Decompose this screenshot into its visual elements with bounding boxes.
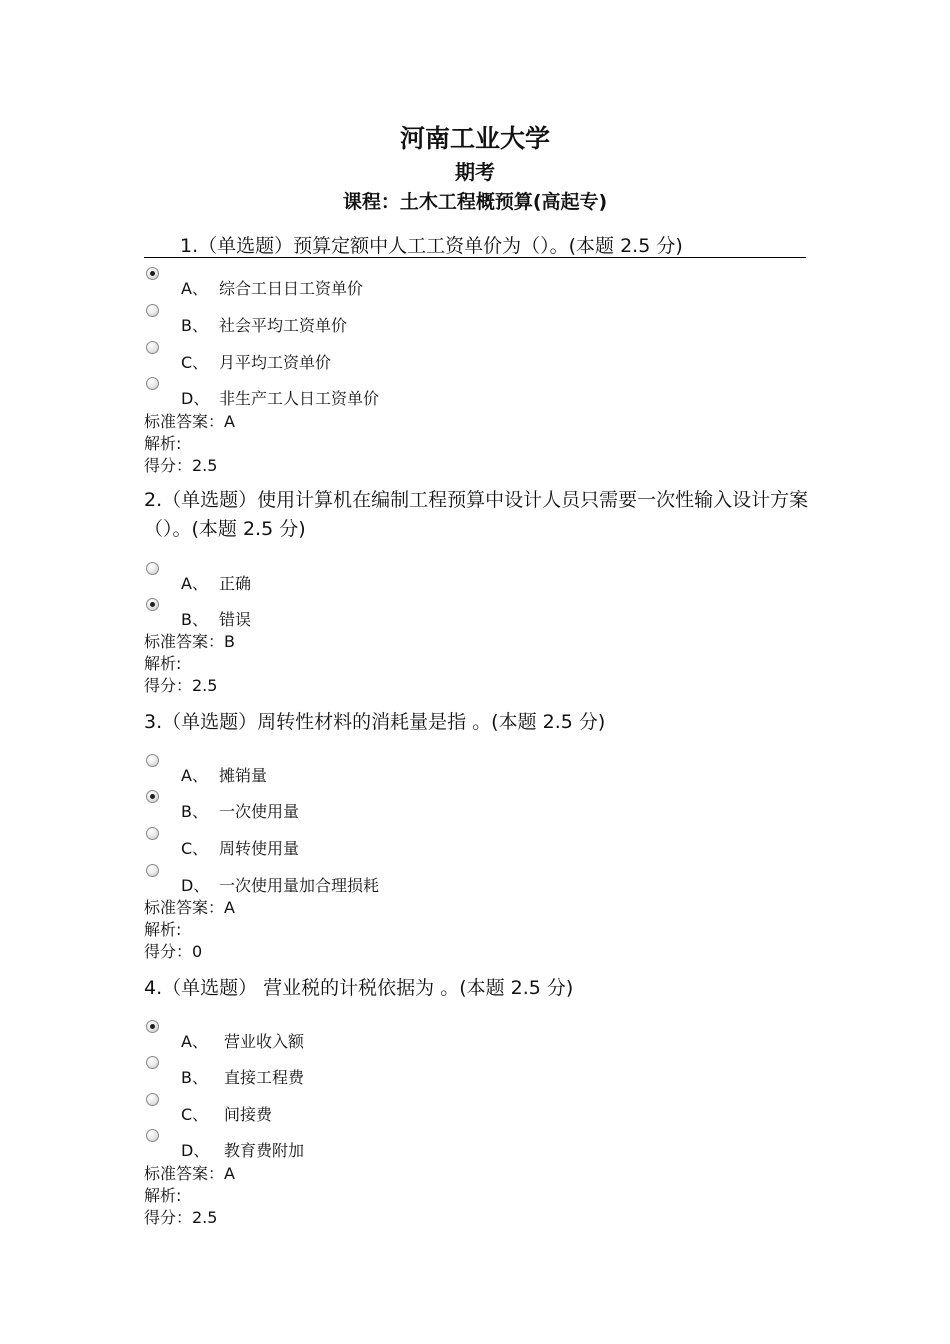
option-q3-c[interactable]	[181, 836, 299, 859]
option-letter: C、	[181, 1105, 209, 1124]
question-4-text: 4.（单选题） 营业税的计税依据为 。(本题 2.5 分)	[144, 977, 574, 999]
option-q1-b[interactable]	[181, 313, 347, 336]
option-text: 间接费	[224, 1105, 273, 1124]
radio-q1-d[interactable]	[146, 377, 159, 390]
option-q4-c[interactable]	[181, 1102, 272, 1125]
option-letter: A、	[181, 279, 208, 298]
standard-answer-q4: 标准答案：A	[144, 1164, 235, 1183]
option-text: 月平均工资单价	[219, 353, 332, 372]
course-title: 课程：土木工程概预算(高起专)	[342, 191, 608, 213]
option-letter: A、	[181, 1032, 208, 1051]
option-q3-b[interactable]	[181, 799, 299, 822]
option-letter: B、	[181, 1068, 208, 1087]
option-letter: A、	[181, 574, 208, 593]
question-1-text: 1.（单选题）预算定额中人工工资单价为（）。(本题 2.5 分)	[144, 231, 806, 258]
option-letter: D、	[181, 389, 210, 408]
option-q2-a[interactable]	[181, 571, 251, 594]
radio-q1-b[interactable]	[146, 304, 159, 317]
option-text: 教育费附加	[224, 1141, 305, 1160]
option-text: 直接工程费	[224, 1068, 305, 1087]
option-text: 一次使用量加合理损耗	[219, 876, 380, 895]
option-text: 一次使用量	[219, 802, 300, 821]
radio-q2-a[interactable]	[146, 562, 159, 575]
standard-answer-q2: 标准答案：B	[144, 632, 235, 651]
radio-q4-d[interactable]	[146, 1129, 159, 1142]
radio-q3-c[interactable]	[146, 827, 159, 840]
analysis-q3: 解析:	[144, 920, 182, 939]
option-letter: B、	[181, 802, 208, 821]
option-letter: B、	[181, 610, 208, 629]
option-text: 营业收入额	[224, 1032, 305, 1051]
option-letter: C、	[181, 353, 209, 372]
standard-answer-q3: 标准答案：A	[144, 898, 235, 917]
radio-q3-d[interactable]	[146, 864, 159, 877]
radio-q3-b[interactable]	[146, 790, 159, 803]
analysis-q1: 解析:	[144, 434, 182, 453]
radio-q1-c[interactable]	[146, 341, 159, 354]
option-q2-b[interactable]	[181, 607, 251, 630]
analysis-q4: 解析:	[144, 1186, 182, 1205]
option-text: 摊销量	[219, 766, 268, 785]
radio-q1-a[interactable]	[146, 267, 159, 280]
exam-title: 期考	[455, 160, 495, 184]
option-text: 错误	[219, 610, 252, 629]
option-text: 社会平均工资单价	[219, 316, 348, 335]
radio-q4-a[interactable]	[146, 1020, 159, 1033]
radio-q4-c[interactable]	[146, 1093, 159, 1106]
radio-q2-b[interactable]	[146, 598, 159, 611]
option-letter: D、	[181, 1141, 210, 1160]
score-q3: 得分：0	[144, 942, 203, 961]
option-q1-d[interactable]	[181, 386, 379, 409]
score-q4: 得分：2.5	[144, 1208, 218, 1227]
option-letter: B、	[181, 316, 208, 335]
option-text: 周转使用量	[219, 839, 300, 858]
option-letter: A、	[181, 766, 208, 785]
option-text: 正确	[219, 574, 252, 593]
option-q1-c[interactable]	[181, 350, 331, 373]
option-q4-b[interactable]	[181, 1065, 304, 1088]
score-q2: 得分：2.5	[144, 676, 218, 695]
option-letter: D、	[181, 876, 210, 895]
standard-answer-q1: 标准答案：A	[144, 412, 235, 431]
option-letter: C、	[181, 839, 209, 858]
option-q4-a[interactable]	[181, 1029, 304, 1052]
radio-q3-a[interactable]	[146, 754, 159, 767]
option-q1-a[interactable]	[181, 276, 363, 299]
question-3-text: 3.（单选题）周转性材料的消耗量是指 。(本题 2.5 分)	[144, 711, 606, 733]
radio-q4-b[interactable]	[146, 1056, 159, 1069]
option-q3-d[interactable]	[181, 873, 379, 896]
option-q3-a[interactable]	[181, 763, 267, 786]
question-2-text: 2.（单选题）使用计算机在编制工程预算中设计人员只需要一次性输入设计方案（）。(本题 2.5 分)	[144, 489, 809, 540]
score-q1: 得分：2.5	[144, 456, 218, 475]
university-title: 河南工业大学	[399, 124, 550, 153]
analysis-q2: 解析:	[144, 654, 182, 673]
option-text: 综合工日日工资单价	[219, 279, 364, 298]
option-q4-d[interactable]	[181, 1138, 304, 1161]
option-text: 非生产工人日工资单价	[219, 389, 380, 408]
